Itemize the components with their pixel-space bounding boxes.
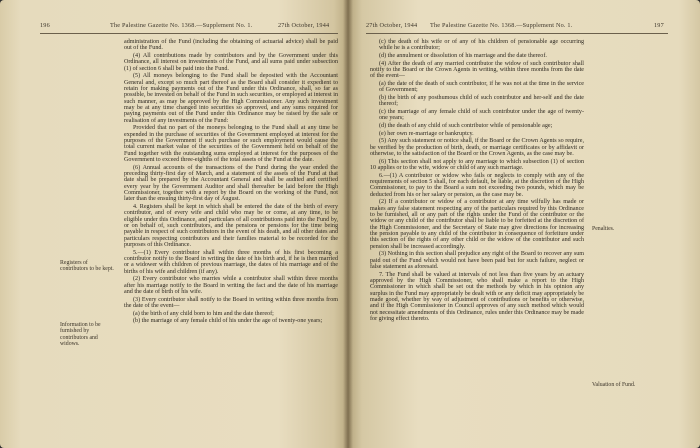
paragraph: (d) the annulment or dissolution of his marriage and the date thereof. — [379, 52, 547, 59]
left-page-body — [124, 39, 338, 326]
paragraph: (6) Annual accounts of the transactions of the Fund during the year ended the preceding thirty-first day of March, and a statement of the assets of the Fund at that date shall be prepared by the Accountant General and shall be audited and certified every year by the Government Auditor and shall thereafter be laid before the High Commissioner, together with a report by the Board on the working of the Fund, not later than the ensuing thirty-first day of August. — [124, 164, 338, 203]
margin-note-penalties: Penalties. — [592, 226, 615, 232]
paragraph: (4) All contributions made by contributors and by the Government under this Ordinance, all interest on investments of the Fund, and all sums paid under subsection (1) of section 6 shall be paid into the Fund. — [124, 52, 338, 72]
paragraph: (5) All moneys belonging to the Fund shall be deposited with the Accountant General and, except so much part thereof as the Board shall consider it expedient to retain for making payments out of the Fund under this Ordinance, shall, so far as possible, be invested on behalf of the Fund in such securities, or employed at interest in such manner, as may be approved by the High Commissioner. Any such investment may be at any time changed into securities so approved, and any sums required for paying payments out of the Fund under this Ordinance may be raised by the sale or realisation of any investments of the Fund: — [124, 73, 338, 124]
paragraph: administration of the Fund (including the obtaining of actuarial advice) shall be paid out of the Fund. — [124, 39, 338, 52]
paragraph: (c) the marriage of any female child of such contributor under the age of twenty-one years; — [379, 108, 584, 122]
paragraph: (4) After the death of any married contributor the widow of such contributor shall notify to the Board or the Crown Agents in writing, within three months from the date of the event— — [370, 60, 584, 80]
right-header-rule — [366, 33, 668, 34]
left-page — [0, 0, 348, 448]
paragraph: 5.—(1) Every contributor shall within three months of his first becoming a contributor notify to the Board in writing the date of his birth and, if he is then married or a widower with children of previous marriage, the dates of his marriage and of the births of his wife and children (if any). — [124, 249, 338, 275]
left-page-date: 27th October, 1944 — [278, 22, 330, 29]
paragraph: (6) This section shall not apply to any marriage to which subsection (1) of section 10 applies or to the wife, widow or child of any such marriage. — [370, 158, 584, 171]
paragraph: (2) Every contributor who marries while a contributor shall within three months after his marriage notify to the Board in writing the fact and the date of his marriage and the date of birth of his wife. — [124, 276, 338, 296]
margin-note-valuation: Valuation of Fund. — [592, 382, 636, 388]
left-page-running-title: The Palestine Gazette No. 1368.—Supplement No. 1. — [110, 22, 253, 29]
margin-note-information: Information to be furnished by contributors and widows. — [60, 322, 101, 348]
paragraph: 6.—(1) A contributor or widow who fails or neglects to comply with any of the requirements of section 5 shall, for each default, be liable, at the discretion of the High Commissioner, to pay to the Board a sum not exceeding two pounds, which may be deducted from his or her salary or pension, as the case may be. — [370, 172, 584, 198]
paragraph: (a) the date of the death of such contributor, if he was not at the time in the service of Government; — [379, 80, 584, 94]
book-gutter — [343, 0, 353, 448]
margin-note-registers: Registers of contributors to be kept. — [60, 260, 114, 273]
paragraph: (b) the birth of any posthumous child of such contributor and her-self and the date thereof; — [379, 94, 584, 108]
paragraph: (3) Every contributor shall notify to the Board in writing within three months from the date of the event— — [124, 296, 338, 310]
right-page-running-title: The Palestine Gazette No. 1368.—Supplement No. 1. — [430, 22, 573, 29]
left-page-number: 196 — [40, 22, 50, 29]
paragraph: Provided that no part of the moneys belonging to the Fund shall at any time be expended in the purchase of securities of the Government employed at interest for the purposes of the Government if such purchase or such employment would cause the total current market value of the securities of the Government held on behalf of the Fund together with the outstanding sums employed at interest for the purposes of the Government to exceed three-eighths of the total assets of the Fund at the date. — [124, 125, 338, 164]
paragraph: (3) Nothing in this section shall prejudice any right of the Board to recover any sum paid out of the Fund which would not have been paid but for such failure, neglect or false statement as aforesaid. — [370, 251, 584, 270]
paragraph: 7. The Fund shall be valued at intervals of not less than five years by an actuary approved by the High Commissioner, who shall make a report to the High Commissioner in which shall be set out the methods by which in his opinion any surplus in the Fund may appropriately be dealt with or any deficit may appropriately be made good, whether by way of adjustment of contributions or benefits or otherwise, and if the High Commissioner in Council approves of any such method which would not necessitate amendments of this Ordinance, rules under this Ordinance may be made for giving effect thereto. — [370, 271, 584, 322]
right-page-body — [370, 39, 584, 324]
paragraph: (e) her own re-marriage or bankruptcy. — [379, 130, 474, 137]
paragraph: 4. Registers shall be kept in which shall be entered the date of the birth of every contributor, and of every wife and child who may be or come, at any time, to be eligible under this Ordinance, and particulars of all contributions paid into the Fund by, or on behalf of, such contributors, and the pensions or pensions for the time being payable in respect of such contributors in the event of his death, and all other dates and particulars respecting contributors and their families material to be recorded for the purposes of this Ordinance. — [124, 204, 338, 249]
right-page-date: 27th October, 1944 — [366, 22, 418, 29]
left-header-rule — [40, 33, 338, 34]
right-page — [348, 0, 700, 448]
right-page-number: 197 — [654, 22, 664, 29]
paragraph: (b) the marriage of any female child of his under the age of twenty-one years; — [133, 318, 323, 325]
paragraph: (5) Any such statement or notice shall, if the Board or the Crown Agents so require, be verified by the production of birth, death, or marriage certificates or by affidavit or otherwise, to the satisfaction of the Board or the Crown Agents, as the case may be. — [370, 138, 584, 157]
paragraph: (c) the death of his wife or of any of his children of pensionable age occurring while he is a contributor; — [379, 39, 584, 52]
paragraph: (a) the birth of any child born to him and the date thereof; — [133, 310, 274, 317]
paragraph: (2) If a contributor or widow of a contributor at any time wilfully has made or makes any false statement respecting any of the particulars required by this Ordinance to be furnished, all or any part of the rights under the Fund of the contributor or the widow or any child of the contributor shall be liable to be forfeited at the discretion of the High Commissioner, and the Secretary of State may give directions for increasing the pension payable to any child of the contributor in consequence of forfeiture under this section of the rights of any other child or the widow of the contributor and such pension shall be increased accordingly. — [370, 199, 584, 250]
paragraph: (d) the death of any child of such contributor while of pensionable age; — [379, 122, 553, 129]
